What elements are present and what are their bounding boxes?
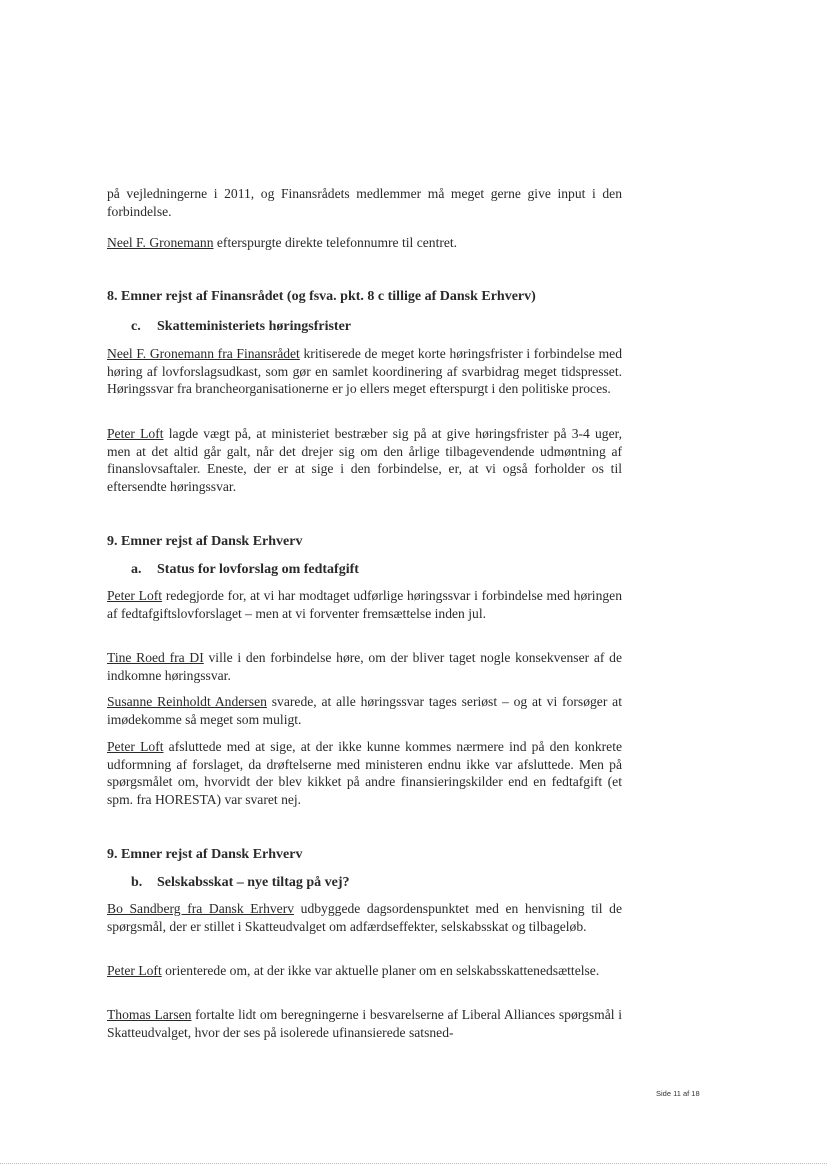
paragraph-roed-question [107,649,622,684]
section-heading-8: 8. Emner rejst af Finansrådet (og fsva. pkt. 8 c tillige af Dansk Erhverv) [107,289,536,304]
paragraph-andersen-reply [107,693,622,728]
subsection-title: Selskabsskat – nye tiltag på vej? [157,875,350,890]
paragraph-text: lagde vægt på, at ministeriet bestræber sig på at give høringsfrister på 3-4 uger, men at det altid går galt, når det drejer sig om den årlige tilbagevendende udmøntning af finanslovsaftaler. Eneste, der er at sige i den forbindelse, er, at vi også forholder os til eftersendte høringssvar. [107,426,622,494]
speaker-name: Peter Loft [107,963,162,978]
paragraph-text: på vejledningerne i 2011, og Finansrådets medlemmer må meget gerne give input i den forbindelse. [107,186,622,219]
speaker-name: Neel F. Gronemann [107,235,214,250]
speaker-name: Peter Loft [107,588,163,603]
speaker-name: Neel F. Gronemann fra Finansrådet [107,346,300,361]
paragraph-larsen [107,1006,622,1041]
paragraph-text: udbyggede dagsordenspunktet med en henvisning til de spørgsmål, der er stillet i Skatteudvalget om adfærdseffekter, selskabsskat og tilbageløb. [107,901,622,934]
scan-edge-divider [0,1163,827,1165]
page-number: Side 11 af 18 [656,1089,700,1098]
paragraph-loft-conclusion [107,738,622,808]
paragraph-text: svarede, at alle høringssvar tages seriøst – og at vi forsøger at imødekomme så meget som muligt. [107,694,622,727]
paragraph-gronemann-phone [107,234,622,252]
subsection-heading-8c [131,318,351,336]
paragraph-text: ville i den forbindelse høre, om der bliver taget nogle konsekvenser af de indkomne høringssvar. [107,650,622,683]
paragraph-text: kritiserede de meget korte høringsfrister i forbindelse med høring af lovforslagsudkast, som gør en samlet koordinering af svarbidrag meget tidspresset. Høringssvar fra brancheorganisationerne er jo ellers meget efterspurgt i den politiske proces. [107,346,622,396]
paragraph-text: afsluttede med at sige, at der ikke kunne kommes nærmere ind på den konkrete udformning af forslaget, da drøftelserne med ministeren endnu ikke var afsluttede. Men på spørgsmålet om, hvorvidt der blev kikket på andre finansieringskilder end en fedtafgift (et spm. fra HORESTA) var svaret nej. [107,739,623,807]
speaker-name: Tine Roed fra DI [107,650,204,665]
paragraph-loft-selskabsskat [107,962,622,980]
subsection-letter: b. [131,875,143,890]
speaker-name: Bo Sandberg fra Dansk Erhverv [107,901,295,916]
subsection-heading-9a [131,561,359,579]
paragraph-hoeringsfrister-critique [107,345,622,398]
speaker-name: Peter Loft [107,426,164,441]
paragraph-sandberg [107,900,622,935]
section-heading-9a: 9. Emner rejst af Dansk Erhverv [107,534,303,549]
section-heading-9b: 9. Emner rejst af Dansk Erhverv [107,847,303,862]
subsection-title: Skatteministeriets høringsfrister [157,319,352,334]
speaker-name: Peter Loft [107,739,164,754]
paragraph-text: orienterede om, at der ikke var aktuelle planer om en selskabsskattenedsættelse. [161,963,600,978]
speaker-name: Thomas Larsen [107,1007,192,1022]
paragraph-loft-reply [107,425,622,495]
subsection-letter: a. [131,562,142,577]
paragraph-text: fortalte lidt om beregningerne i besvarelserne af Liberal Alliances spørgsmål i Skatteudvalget, hvor der ses på isolerede ufinansierede satsned- [107,1007,622,1040]
subsection-heading-9b [131,874,350,892]
paragraph-text: redegjorde for, at vi har modtaget udførlige høringssvar i forbindelse med høringen af fedtafgiftslovforslaget – men at vi forventer fremsættelse inden jul. [107,588,623,621]
paragraph-continuation [107,185,622,220]
subsection-title: Status for lovforslag om fedtafgift [157,562,359,577]
speaker-name: Susanne Reinholdt Andersen [107,694,267,709]
paragraph-text: efterspurgte direkte telefonnumre til centret. [213,235,458,250]
subsection-letter: c. [131,319,141,334]
paragraph-fedtafgift-status [107,587,622,622]
